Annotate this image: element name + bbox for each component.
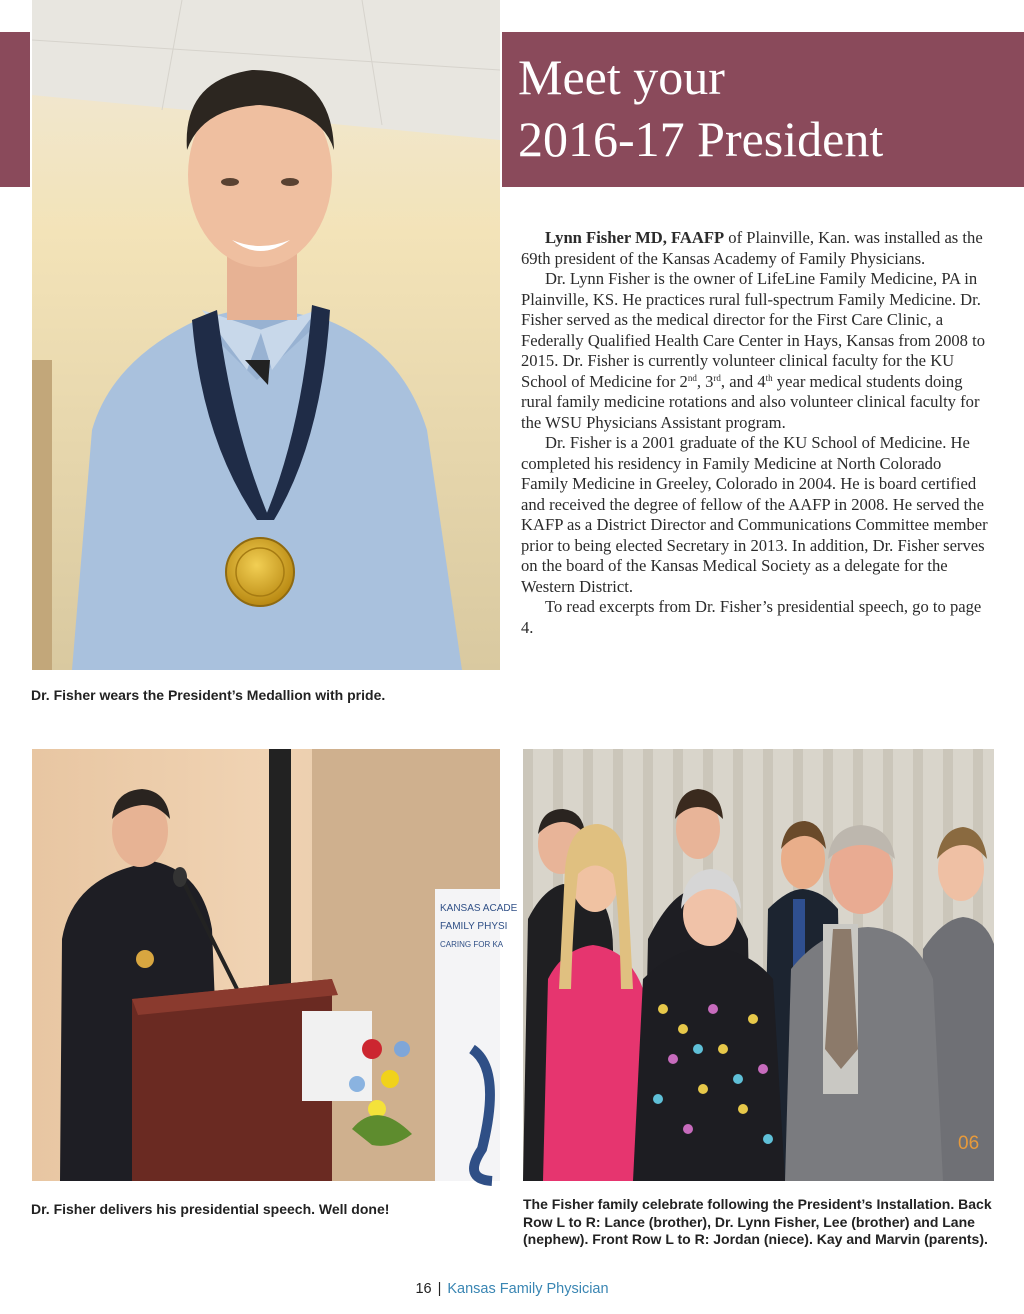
caption-medallion: Dr. Fisher wears the President’s Medallion with pride. [31,687,386,703]
page-number: 16 [415,1281,432,1297]
photo-speech [32,749,518,1181]
president-name: Lynn Fisher MD, FAAFP [545,228,725,247]
article-paragraph: To read excerpts from Dr. Fisher’s presidential speech, go to page 4. [521,597,982,637]
publication-name: Kansas Family Physician [447,1281,609,1297]
article-paragraph: Dr. Lynn Fisher is the owner of LifeLine Family Medicine, PA in Plainville, KS. He practices rural full-spectrum Family Medicine. Dr. Fisher served as the medical director for the First Care Clinic, a Federally Qualified Health Care Center in Hays, Kansas from 2008 to 2015. Dr. Fisher is currently volunteer clinical faculty for the KU School of Medicine for 2nd, 3rd, and 4th year medical students doing rural family medicine rotations and also volunteer clinical faculty for the WSU Physicians Assistant program. [521,269,986,432]
caption-family: The Fisher family celebrate following the President’s Installation. Back Row L to R: Lance (brother), Dr. Lynn Fisher, Lee (brother) and Lane (nephew). Front Row L to R: Jordan (niece). Kay and Marvin (parents). [523,1196,992,1247]
svg-text:CARING FOR KA: CARING FOR KA [440,940,504,949]
article-paragraph: Dr. Fisher is a 2001 graduate of the KU School of Medicine. He completed his residency in Family Medicine at North Colorado Family Medicine in Greeley, Colorado in 2004. He is board certified and received the degree of fellow of the AAFP in 2008. He served the KAFP as a District Director and Communications Committee member prior to being elected Secretary in 2013. In addition, Dr. Fisher serves on the board of the Kansas Medical Society as a delegate for the Western District. [521,433,988,596]
photo-family [523,749,994,1181]
page-footer [0,1281,1024,1297]
article-paragraph: Lynn Fisher MD, FAAFP of Plainville, Kan. was installed as the 69th president of the Kansas Academy of Family Physicians. [521,228,983,268]
page-title-line1: Meet your [518,49,725,105]
page-title [518,46,1008,170]
banner-left-stripe [0,32,30,187]
article-body [521,228,989,638]
caption-speech: Dr. Fisher delivers his presidential speech. Well done! [31,1201,390,1217]
photo-president-medallion [32,0,500,670]
svg-text:FAMILY PHYSI: FAMILY PHYSI [440,921,508,932]
photo-stamp: 06 [958,1133,980,1154]
banner-text: KANSAS ACADE [440,903,518,914]
page-title-line2: 2016-17 President [518,111,884,167]
footer-separator: | [437,1281,442,1297]
